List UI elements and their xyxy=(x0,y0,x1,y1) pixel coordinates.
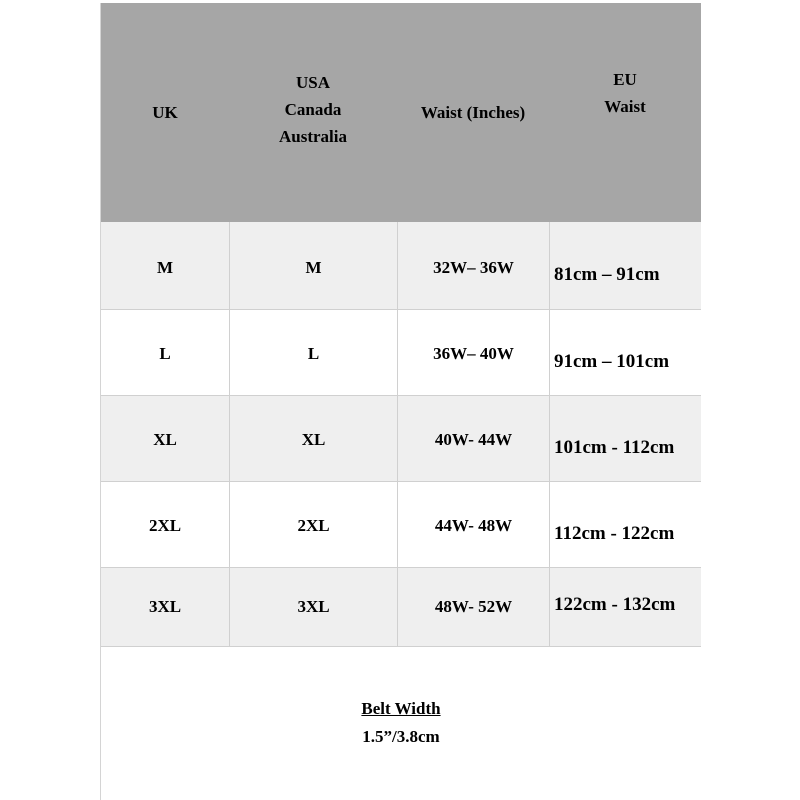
cell-eu: 122cm - 132cm xyxy=(549,568,701,646)
cell-usa: 3XL xyxy=(229,568,397,646)
belt-width-section xyxy=(101,647,701,800)
belt-width-value: 1.5”/3.8cm xyxy=(362,727,440,746)
cell-usa: XL xyxy=(229,396,397,481)
cell-eu: 112cm - 122cm xyxy=(549,482,701,567)
cell-eu: 101cm - 112cm xyxy=(549,396,701,481)
header-waist-inches xyxy=(397,3,549,222)
header-uk-label: UK xyxy=(152,103,178,122)
cell-usa: L xyxy=(229,310,397,395)
cell-waist: 36W– 40W xyxy=(397,310,549,395)
header-usa-line: USA xyxy=(295,73,330,92)
header-eu-line: EU xyxy=(613,69,637,89)
header-usa-line: Canada xyxy=(284,100,342,119)
cell-uk: 2XL xyxy=(148,516,182,535)
header-uk xyxy=(101,3,229,222)
table-row xyxy=(101,396,701,482)
size-chart xyxy=(100,3,700,800)
cell-waist: 44W- 48W xyxy=(397,482,549,567)
header-eu-line: Waist xyxy=(604,96,646,116)
cell-uk: M xyxy=(156,258,174,277)
cell-eu: 91cm – 101cm xyxy=(549,310,701,395)
cell-usa: 2XL xyxy=(229,482,397,567)
header-eu xyxy=(549,3,701,222)
header-waist-inches-label: Waist (Inches) xyxy=(420,103,526,122)
header-usa-line: Australia xyxy=(279,127,347,146)
table-row xyxy=(101,222,701,310)
cell-uk: 3XL xyxy=(148,597,182,616)
table-header xyxy=(101,3,701,222)
header-usa xyxy=(229,3,397,222)
table-row xyxy=(101,310,701,396)
cell-waist: 32W– 36W xyxy=(397,222,549,309)
cell-waist: 40W- 44W xyxy=(397,396,549,481)
table-row xyxy=(101,568,701,647)
cell-waist: 48W- 52W xyxy=(397,568,549,646)
cell-uk: XL xyxy=(153,430,177,449)
cell-uk: L xyxy=(159,344,171,363)
cell-usa: M xyxy=(229,222,397,309)
belt-width-label: Belt Width xyxy=(361,699,441,718)
table-row xyxy=(101,482,701,568)
cell-eu: 81cm – 91cm xyxy=(549,222,701,309)
